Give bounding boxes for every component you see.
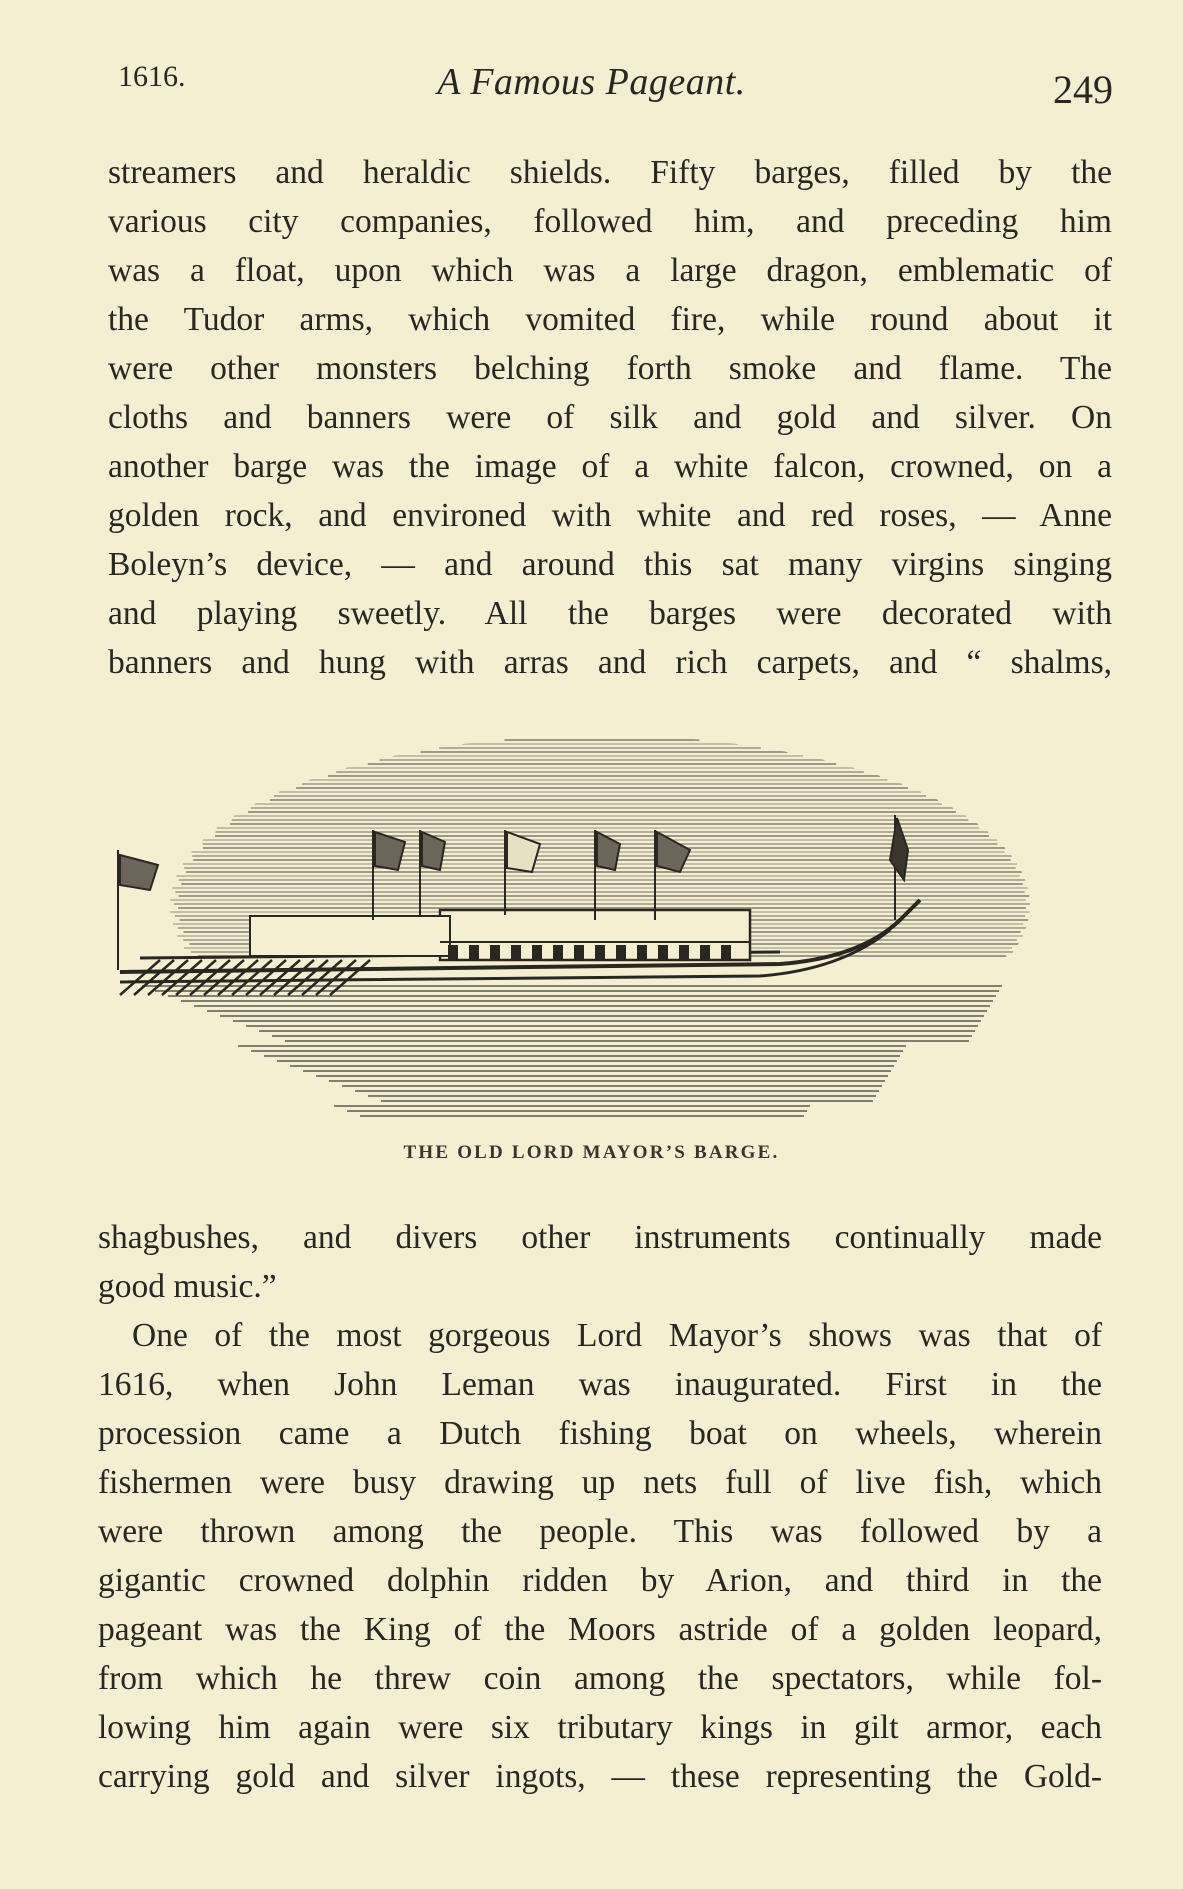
- barge-illustration: [100, 720, 1100, 1120]
- text-line: from which he threw coin among the spectators, while fol-: [98, 1660, 1102, 1697]
- text-line: the Tudor arms, which vomited fire, while round about it: [108, 301, 1112, 338]
- text-line: was a float, upon which was a large dragon, emblematic of: [108, 252, 1112, 289]
- text-line: gigantic crowned dolphin ridden by Arion, and third in the: [98, 1562, 1102, 1599]
- header-year: 1616.: [118, 60, 186, 93]
- text-line: various city companies, followed him, and preceding him: [108, 203, 1112, 240]
- text-line: pageant was the King of the Moors astride of a golden leopard,: [98, 1611, 1102, 1648]
- text-line: golden rock, and environed with white and red roses, — Anne: [108, 497, 1112, 534]
- text-line: lowing him again were six tributary kings in gilt armor, each: [98, 1709, 1102, 1746]
- water-hatching: [142, 986, 1002, 1116]
- running-header: [0, 58, 1183, 118]
- text-line: shagbushes, and divers other instruments continually made: [98, 1219, 1102, 1256]
- barge-engraving: [100, 720, 1100, 1120]
- text-line: good music.”: [98, 1268, 277, 1305]
- figure-caption: THE OLD LORD MAYOR’S BARGE.: [403, 1142, 780, 1163]
- text-line: and playing sweetly. All the barges were decorated with: [108, 595, 1112, 632]
- text-line: fishermen were busy drawing up nets full of live fish, which: [98, 1464, 1102, 1501]
- header-title: A Famous Pageant.: [437, 61, 746, 103]
- paragraph-1: [108, 148, 1112, 687]
- page-number: 249: [1053, 67, 1113, 112]
- text-line: 1616, when John Leman was inaugurated. First in the: [98, 1366, 1102, 1403]
- paragraph-3: [98, 1311, 1102, 1801]
- text-line: were other monsters belching forth smoke and flame. The: [108, 350, 1112, 387]
- text-line: streamers and heraldic shields. Fifty barges, filled by the: [108, 154, 1112, 191]
- text-line: carrying gold and silver ingots, — these representing the Gold-: [98, 1758, 1102, 1795]
- paragraph-2: [98, 1213, 1102, 1311]
- text-line: were thrown among the people. This was followed by a: [98, 1513, 1102, 1550]
- oars: [120, 960, 370, 995]
- text-line: Boleyn’s device, — and around this sat many virgins singing: [108, 546, 1112, 583]
- text-line: cloths and banners were of silk and gold and silver. On: [108, 399, 1112, 436]
- text-line: One of the most gorgeous Lord Mayor’s shows was that of: [132, 1317, 1102, 1354]
- text-line: another barge was the image of a white falcon, crowned, on a: [108, 448, 1112, 485]
- text-line: procession came a Dutch fishing boat on wheels, wherein: [98, 1415, 1102, 1452]
- text-line: banners and hung with arras and rich carpets, and “ shalms,: [108, 644, 1112, 681]
